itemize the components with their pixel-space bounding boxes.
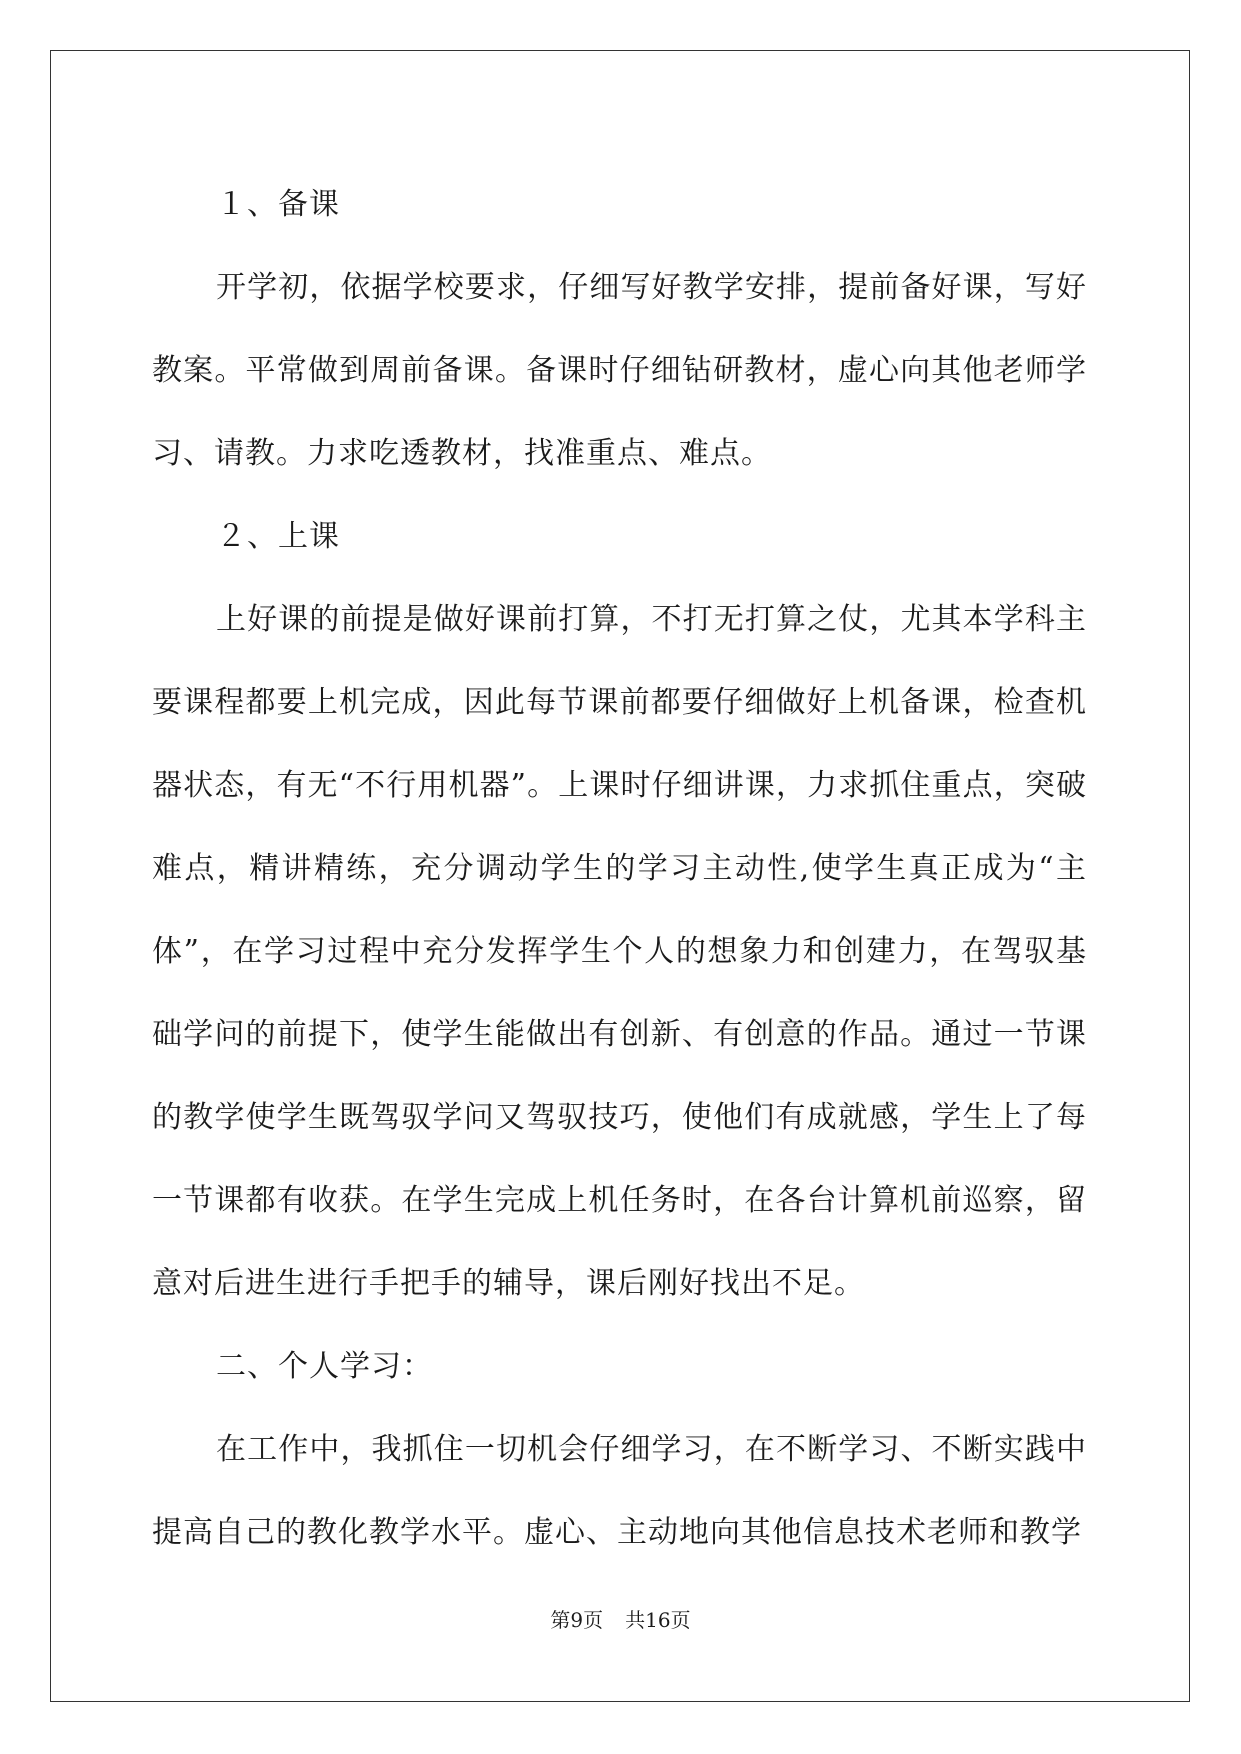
page-total: 共16页 (625, 1608, 691, 1632)
page-number: 第9页 (550, 1608, 604, 1632)
paragraph-teaching: 上好课的前提是做好课前打算，不打无打算之仗，尤其本学科主要课程都要上机完成，因此每节课前都要仔细做好上机备课，检查机器状态，有无“不行用机器”。上课时仔细讲课，力求抓住重点，突破难点，精讲精练，充分调动学生的学习主动性,使学生真正成为“主体”，在学习过程中充分发挥学生个人的想象力和创建力，在驾驭基础学问的前提下，使学生能做出有创新、有创意的作品。通过一节课的教学使学生既驾驭学问又驾驭技巧，使他们有成就感，学生上了每一节课都有收获。在学生完成上机任务时，在各台计算机前巡察，留意对后进生进行手把手的辅导，课后刚好找出不足。 (152, 602, 1087, 1301)
section-heading-personal-study: 二、个人学习： (216, 1349, 433, 1384)
page-footer (0, 1604, 1241, 1633)
section-heading-teaching: ２、上课 (216, 519, 340, 554)
paragraph-personal-study: 在工作中，我抓住一切机会仔细学习，在不断学习、不断实践中提高自己的教化教学水平。虚心、主动地向其他信息技术老师和教学 (152, 1432, 1087, 1550)
paragraph-lesson-prep: 开学初，依据学校要求，仔细写好教学安排，提前备好课，写好教案。平常做到周前备课。备课时仔细钻研教材，虚心向其他老师学习、请教。力求吃透教材，找准重点、难点。 (152, 270, 1087, 471)
document-body (152, 163, 1087, 1574)
section-heading-lesson-prep: １、备课 (216, 187, 340, 222)
